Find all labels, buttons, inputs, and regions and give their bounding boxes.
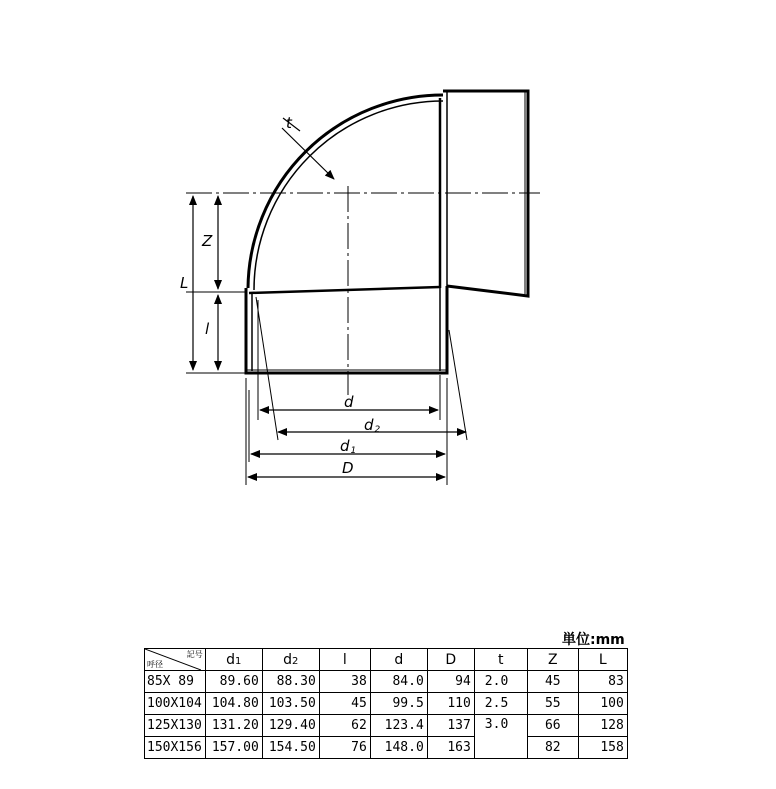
cell-l: 62 bbox=[319, 715, 370, 737]
corner-bottom-label: 呼径 bbox=[147, 660, 163, 669]
cell-size: 100X104 bbox=[145, 693, 206, 715]
cell-d: 84.0 bbox=[370, 671, 427, 693]
cell-d2: 103.50 bbox=[262, 693, 319, 715]
cell-d: 123.4 bbox=[370, 715, 427, 737]
header-L: L bbox=[578, 649, 627, 671]
table-header-row bbox=[145, 649, 628, 671]
cell-d2: 129.40 bbox=[262, 715, 319, 737]
cell-l: 38 bbox=[319, 671, 370, 693]
cell-t: 2.0 bbox=[474, 671, 527, 693]
cell-d1: 89.60 bbox=[205, 671, 262, 693]
cell-size: 125X130 bbox=[145, 715, 206, 737]
extension-lines bbox=[186, 292, 467, 485]
header-d: d bbox=[370, 649, 427, 671]
cell-L: 158 bbox=[578, 737, 627, 759]
cell-d1: 131.20 bbox=[205, 715, 262, 737]
cell-d2: 88.30 bbox=[262, 671, 319, 693]
cell-l: 76 bbox=[319, 737, 370, 759]
label-d: d bbox=[344, 393, 354, 411]
header-l: l bbox=[319, 649, 370, 671]
cell-t: 3.0 bbox=[474, 715, 527, 759]
table-row bbox=[145, 693, 628, 715]
cell-d1: 104.80 bbox=[205, 693, 262, 715]
cell-t: 2.5 bbox=[474, 693, 527, 715]
cell-L: 100 bbox=[578, 693, 627, 715]
cell-size: 85X 89 bbox=[145, 671, 206, 693]
cell-l: 45 bbox=[319, 693, 370, 715]
header-t: t bbox=[474, 649, 527, 671]
label-l: l bbox=[205, 320, 210, 338]
label-L: L bbox=[180, 274, 189, 292]
label-Z: Z bbox=[202, 232, 213, 250]
table-row bbox=[145, 737, 628, 759]
header-Z: Z bbox=[527, 649, 578, 671]
table-row bbox=[145, 715, 628, 737]
cell-d2: 154.50 bbox=[262, 737, 319, 759]
unit-label: 単位:mm bbox=[562, 632, 625, 648]
lower-socket bbox=[246, 286, 447, 373]
cell-Z: 66 bbox=[527, 715, 578, 737]
label-D: D bbox=[342, 459, 354, 477]
cell-Z: 45 bbox=[527, 671, 578, 693]
label-t: t bbox=[286, 114, 292, 132]
dimension-table bbox=[144, 648, 628, 759]
header-d1: d1 bbox=[205, 649, 262, 671]
cell-Z: 55 bbox=[527, 693, 578, 715]
dimension-lines bbox=[193, 118, 466, 477]
outer-arc bbox=[248, 95, 443, 288]
cell-D: 137 bbox=[427, 715, 474, 737]
dimension-labels bbox=[180, 114, 381, 477]
table-row bbox=[145, 671, 628, 693]
label-d2: d2 bbox=[364, 416, 381, 435]
cell-Z: 82 bbox=[527, 737, 578, 759]
cell-L: 83 bbox=[578, 671, 627, 693]
cell-d1: 157.00 bbox=[205, 737, 262, 759]
cell-L: 128 bbox=[578, 715, 627, 737]
cell-D: 94 bbox=[427, 671, 474, 693]
cell-d: 148.0 bbox=[370, 737, 427, 759]
cell-size: 150X156 bbox=[145, 737, 206, 759]
header-D: D bbox=[427, 649, 474, 671]
fitting-outline bbox=[246, 91, 528, 373]
table-corner-cell bbox=[145, 649, 206, 671]
cell-d: 99.5 bbox=[370, 693, 427, 715]
label-d1: d1 bbox=[340, 437, 357, 456]
header-d2: d2 bbox=[262, 649, 319, 671]
cell-D: 163 bbox=[427, 737, 474, 759]
corner-top-label: 記号 bbox=[186, 650, 203, 659]
cell-D: 110 bbox=[427, 693, 474, 715]
